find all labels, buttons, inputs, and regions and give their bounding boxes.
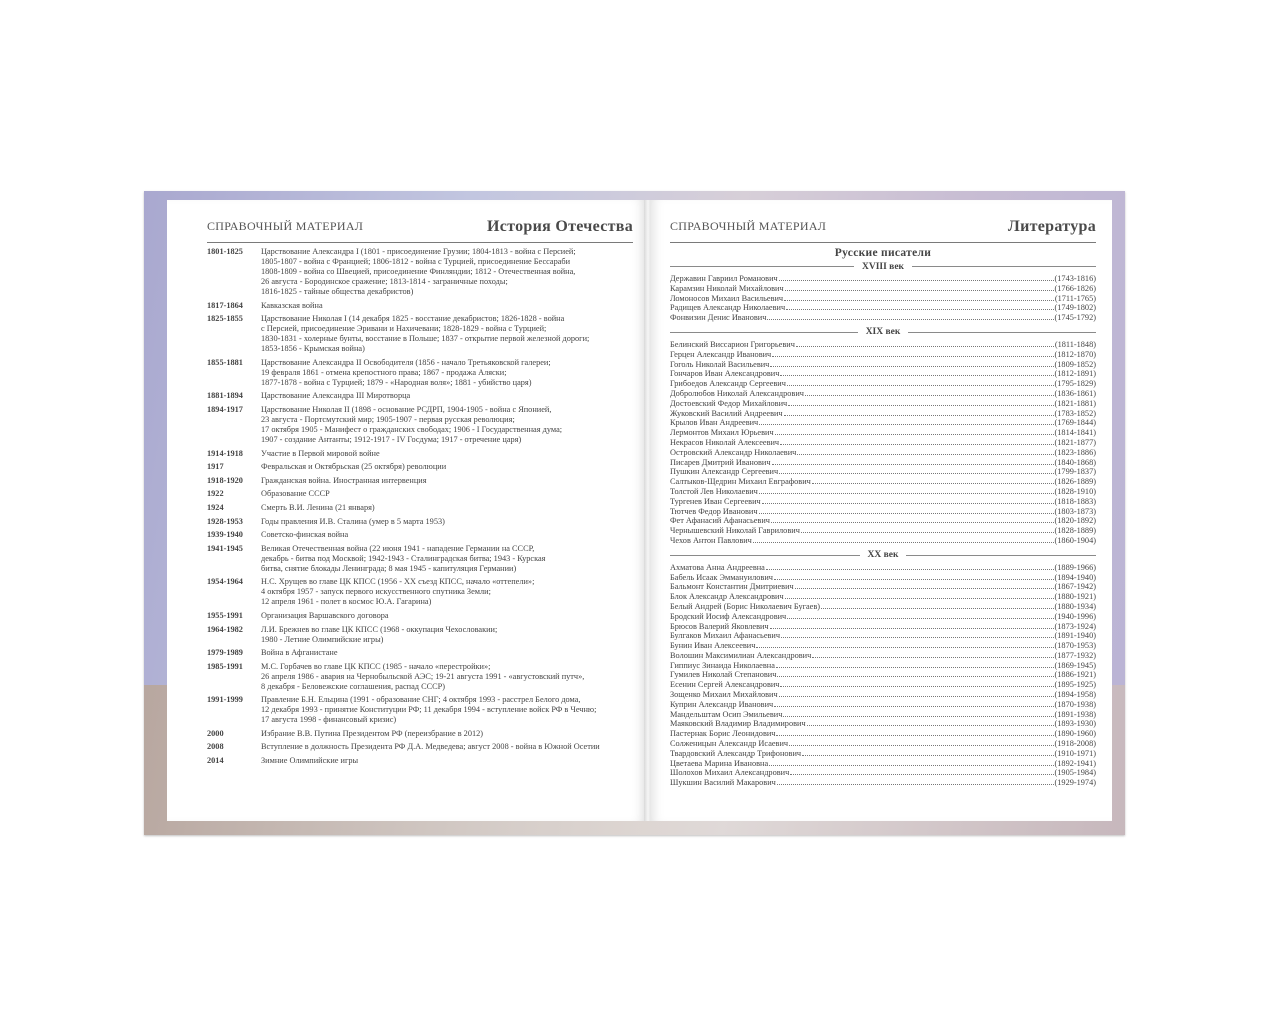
writer-years: (1910-1971) bbox=[1054, 748, 1096, 758]
timeline-entry bbox=[207, 729, 633, 739]
timeline-year: 1917 bbox=[207, 462, 224, 472]
dot-leader bbox=[785, 598, 1054, 599]
century-heading bbox=[670, 327, 1096, 338]
writer-years: (1821-1877) bbox=[1054, 437, 1096, 447]
dot-leader bbox=[776, 735, 1053, 736]
writer-row bbox=[670, 516, 1096, 526]
writer-row bbox=[670, 768, 1096, 778]
writer-name: Шолохов Михаил Александрович bbox=[670, 768, 790, 778]
timeline-text: Избрание В.В. Путина Президентом РФ (переизбрание в 2012) bbox=[261, 728, 484, 738]
writer-name: Волошин Максимилиан Александрович bbox=[670, 650, 812, 660]
heading-rule bbox=[908, 332, 1096, 333]
century-heading bbox=[670, 261, 1096, 272]
writer-name: Салтыков-Щедрин Михаил Евграфович bbox=[670, 477, 811, 487]
dot-leader bbox=[795, 588, 1054, 589]
writer-years: (1840-1868) bbox=[1054, 457, 1096, 467]
writer-years: (1894-1940) bbox=[1054, 572, 1096, 582]
writer-name: Писарев Дмитрий Иванович bbox=[670, 457, 771, 467]
writer-years: (1893-1930) bbox=[1054, 719, 1096, 729]
timeline-year: 1979-1989 bbox=[207, 648, 243, 658]
writer-name: Белый Андрей (Борис Николаевич Бугаев) bbox=[670, 601, 821, 611]
writer-row bbox=[670, 313, 1096, 323]
timeline-year: 1922 bbox=[207, 489, 224, 499]
writer-name: Фонвизин Денис Иванович bbox=[670, 313, 767, 323]
timeline-text: Правление Б.Н. Ельцина (1991 - образование СНГ; 4 октября 1993 - расстрел Белого дома, 12 декабря 1993 - принятие Конституции РФ; 11 декабря 1994 - вступление войск РФ в Чечню; 17 августа 1998 - финансовый кризис) bbox=[261, 695, 597, 725]
timeline-entry bbox=[207, 625, 633, 645]
writer-name: Чехов Антон Павлович bbox=[670, 535, 752, 545]
writer-name: Фет Афанасий Афанасьевич bbox=[670, 516, 770, 526]
writer-row bbox=[670, 399, 1096, 409]
writer-years: (1860-1904) bbox=[1054, 535, 1096, 545]
timeline-entry bbox=[207, 247, 633, 297]
dot-leader bbox=[788, 405, 1053, 406]
timeline-year: 1924 bbox=[207, 502, 224, 512]
century-heading bbox=[670, 550, 1096, 561]
writer-row bbox=[670, 274, 1096, 284]
timeline-entry bbox=[207, 662, 633, 692]
writer-row bbox=[670, 409, 1096, 419]
dot-leader bbox=[783, 716, 1053, 717]
timeline-entry bbox=[207, 503, 633, 513]
dot-leader bbox=[777, 676, 1053, 677]
writer-years: (1820-1892) bbox=[1054, 516, 1096, 526]
writers-list bbox=[670, 246, 1096, 788]
writer-row bbox=[670, 389, 1096, 399]
writer-row bbox=[670, 294, 1096, 304]
writer-row bbox=[670, 350, 1096, 360]
writer-row bbox=[670, 418, 1096, 428]
writer-row bbox=[670, 710, 1096, 720]
timeline-text: Война в Афганистане bbox=[261, 648, 338, 658]
timeline-text: Царствование Александра I (1801 - присоединение Грузии; 1804-1813 - война с Персией; 1805-1807 - война с Францией; 1806-1812 - война с Турцией, присоединение Бессараби 1808-1809 - война со Швецией, присоединение Финляндии; 1812 - Отечественная война, 26 августа - Бородинское сражение; 1813-1814 - заграничные походы; 1816-1825 - тайные общества декабристов) bbox=[261, 247, 576, 296]
timeline-year: 1939-1940 bbox=[207, 530, 243, 540]
history-timeline bbox=[207, 247, 633, 770]
right-page bbox=[650, 200, 1112, 821]
writer-years: (1870-1953) bbox=[1054, 641, 1096, 651]
writer-name: Зощенко Михаил Михайлович bbox=[670, 690, 778, 700]
dot-leader bbox=[780, 686, 1053, 687]
writer-name: Гиппиус Зинаида Николаевна bbox=[670, 660, 775, 670]
dot-leader bbox=[762, 503, 1054, 504]
writer-years: (1880-1934) bbox=[1054, 601, 1096, 611]
timeline-text: М.С. Горбачев во главе ЦК КПСС (1985 - начало «перестройки»; 26 апреля 1986 - авария на Чернобыльской АЭС; 19-21 августа 1991 - «августовский путч», 8 декабря - Беловежские соглашения, распад СССР) bbox=[261, 661, 585, 691]
timeline-year: 1894-1917 bbox=[207, 404, 243, 414]
dot-leader bbox=[756, 647, 1053, 648]
writer-row bbox=[670, 778, 1096, 788]
writer-row bbox=[670, 526, 1096, 536]
dot-leader bbox=[769, 765, 1053, 766]
century-label: XIX век bbox=[865, 327, 901, 338]
writer-name: Крылов Иван Андреевич bbox=[670, 418, 759, 428]
timeline-entry bbox=[207, 611, 633, 621]
timeline-year: 1964-1982 bbox=[207, 624, 243, 634]
writer-row bbox=[670, 651, 1096, 661]
left-page bbox=[167, 200, 646, 821]
dot-leader bbox=[767, 319, 1053, 320]
timeline-year: 1955-1991 bbox=[207, 610, 243, 620]
writer-name: Некрасов Николай Алексеевич bbox=[670, 437, 780, 447]
writer-row bbox=[670, 690, 1096, 700]
timeline-text: Организация Варшавского договора bbox=[261, 610, 389, 620]
timeline-entry bbox=[207, 742, 633, 752]
writer-years: (1940-1996) bbox=[1054, 611, 1096, 621]
writer-years: (1892-1941) bbox=[1054, 758, 1096, 768]
dot-leader bbox=[766, 569, 1054, 570]
dot-leader bbox=[812, 483, 1054, 484]
writer-years: (1890-1960) bbox=[1054, 729, 1096, 739]
dot-leader bbox=[786, 309, 1053, 310]
timeline-text: Великая Отечественная война (22 июня 1941 - нападение Германии на СССР, декабрь - битва под Москвой; 1942-1943 - Сталинградская битва; 1943 - Курская битва, снятие блокады Ленинграда; 8 мая 1945 - капитуляция Германии) bbox=[261, 543, 546, 573]
writer-row bbox=[670, 622, 1096, 632]
writer-row bbox=[670, 749, 1096, 759]
timeline-year: 1817-1864 bbox=[207, 300, 243, 310]
timeline-entry bbox=[207, 517, 633, 527]
timeline-text: Царствование Александра III Миротворца bbox=[261, 391, 411, 401]
writer-years: (1867-1942) bbox=[1054, 582, 1096, 592]
writer-row bbox=[670, 680, 1096, 690]
writer-row bbox=[670, 759, 1096, 769]
dot-leader bbox=[776, 667, 1054, 668]
writer-years: (1869-1945) bbox=[1054, 660, 1096, 670]
writer-years: (1880-1921) bbox=[1054, 592, 1096, 602]
writer-years: (1743-1816) bbox=[1054, 274, 1096, 283]
timeline-text: Н.С. Хрущев во главе ЦК КПСС (1956 - XX съезд КПСС, начало «оттепели»; 4 октября 1957 - запуск первого искусственного спутника Земли; 12 апреля 1961 - полет в космос Ю.А. Гагарина) bbox=[261, 577, 535, 607]
writer-name: Пастернак Борис Леонидович bbox=[670, 729, 776, 739]
writer-name: Солженицын Александр Исаевич bbox=[670, 739, 789, 749]
right-header-rule bbox=[670, 242, 1096, 243]
writer-row bbox=[670, 536, 1096, 546]
timeline-year: 2008 bbox=[207, 742, 224, 752]
timeline-text: Л.И. Брежнев во главе ЦК КПСС (1968 - оккупация Чехословакии; 1980 - Летние Олимпийские игры) bbox=[261, 624, 498, 644]
writer-years: (1836-1861) bbox=[1054, 388, 1096, 398]
dot-leader bbox=[759, 513, 1054, 514]
writer-name: Маяковский Владимир Владимирович bbox=[670, 719, 806, 729]
dot-leader bbox=[805, 395, 1054, 396]
writer-row bbox=[670, 360, 1096, 370]
writer-years: (1891-1938) bbox=[1054, 709, 1096, 719]
writer-years: (1886-1921) bbox=[1054, 670, 1096, 680]
timeline-entry bbox=[207, 391, 633, 401]
dot-leader bbox=[812, 657, 1053, 658]
writer-row bbox=[670, 369, 1096, 379]
timeline-year: 2000 bbox=[207, 728, 224, 738]
timeline-entry bbox=[207, 476, 633, 486]
writer-row bbox=[670, 739, 1096, 749]
writer-name: Островский Александр Николаевич bbox=[670, 447, 797, 457]
writer-years: (1918-2008) bbox=[1054, 739, 1096, 749]
right-page-header bbox=[670, 217, 1096, 237]
left-header-rule bbox=[207, 242, 633, 243]
writers-list-title: Русские писатели bbox=[834, 247, 932, 259]
timeline-entry bbox=[207, 756, 633, 766]
writer-years: (1821-1881) bbox=[1054, 398, 1096, 408]
writer-row bbox=[670, 612, 1096, 622]
writer-name: Толстой Лев Николаевич bbox=[670, 486, 758, 496]
timeline-year: 1914-1918 bbox=[207, 448, 243, 458]
writer-years: (1812-1870) bbox=[1054, 349, 1096, 359]
writer-years: (1905-1984) bbox=[1054, 768, 1096, 778]
writer-row bbox=[670, 507, 1096, 517]
writer-name: Чернышевский Николай Гаврилович bbox=[670, 526, 800, 536]
writer-row bbox=[670, 497, 1096, 507]
writer-years: (1809-1852) bbox=[1054, 359, 1096, 369]
writer-years: (1873-1924) bbox=[1054, 621, 1096, 631]
writer-name: Есенин Сергей Александрович bbox=[670, 680, 780, 690]
dot-leader bbox=[802, 755, 1053, 756]
timeline-text: Зимние Олимпийские игры bbox=[261, 756, 359, 766]
dot-leader bbox=[796, 346, 1054, 347]
timeline-text: Смерть В.И. Ленина (21 января) bbox=[261, 502, 375, 512]
timeline-year: 1928-1953 bbox=[207, 516, 243, 526]
timeline-text: Царствование Николая II (1898 - основание РСДРП, 1904-1905 - война с Японией, 23 августа - Портсмутский мир; 1905-1907 - первая русская революция; 17 октября 1905 - Манифест о гражданских свободах; 1906 - I Государственная дума; 1907 - создание Антанты; 1912-1917 - IV Госдума; 1917 - отречение царя) bbox=[261, 404, 563, 444]
timeline-entry bbox=[207, 695, 633, 725]
writer-row bbox=[670, 448, 1096, 458]
writer-years: (1769-1844) bbox=[1054, 418, 1096, 428]
dot-leader bbox=[770, 366, 1053, 367]
writer-name: Бабель Исаак Эммануилович bbox=[670, 572, 773, 582]
dot-leader bbox=[777, 784, 1054, 785]
century-label: XX век bbox=[867, 550, 899, 561]
dot-leader bbox=[772, 464, 1054, 465]
writer-name: Ахматова Анна Андреевна bbox=[670, 562, 765, 572]
timeline-text: Февральская и Октябрьская (25 октября) революции bbox=[261, 462, 447, 472]
writer-name: Блок Александр Александрович bbox=[670, 592, 784, 602]
dot-leader bbox=[779, 280, 1054, 281]
writer-name: Твардовский Александр Трифонович bbox=[670, 748, 802, 758]
writer-years: (1895-1925) bbox=[1054, 680, 1096, 690]
timeline-text: Годы правления И.В. Сталина (умер в 5 марта 1953) bbox=[261, 516, 445, 526]
dot-leader bbox=[790, 774, 1053, 775]
timeline-entry bbox=[207, 449, 633, 459]
writer-name: Тютчев Федор Иванович bbox=[670, 506, 758, 516]
writer-name: Гончаров Иван Александрович bbox=[670, 369, 780, 379]
writer-years: (1889-1966) bbox=[1054, 562, 1096, 572]
writer-years: (1870-1938) bbox=[1054, 699, 1096, 709]
dot-leader bbox=[781, 637, 1053, 638]
writer-years: (1894-1958) bbox=[1054, 690, 1096, 700]
writer-name: Герцен Александр Иванович bbox=[670, 349, 772, 359]
timeline-entry bbox=[207, 648, 633, 658]
dot-leader bbox=[774, 579, 1054, 580]
writer-name: Бальмонт Константин Дмитриевич bbox=[670, 582, 794, 592]
writer-years: (1711-1765) bbox=[1054, 293, 1096, 303]
writer-name: Куприн Александр Иванович bbox=[670, 699, 774, 709]
dot-leader bbox=[821, 608, 1053, 609]
timeline-text: Советско-финская война bbox=[261, 530, 349, 540]
dot-leader bbox=[789, 745, 1053, 746]
timeline-entry bbox=[207, 489, 633, 499]
writer-row bbox=[670, 700, 1096, 710]
timeline-text: Кавказская война bbox=[261, 300, 323, 310]
writer-row bbox=[670, 670, 1096, 680]
writer-row bbox=[670, 467, 1096, 477]
writer-years: (1929-1974) bbox=[1054, 778, 1096, 788]
writer-row bbox=[670, 582, 1096, 592]
writer-row bbox=[670, 573, 1096, 583]
writer-name: Шукшин Василий Макарович bbox=[670, 778, 776, 788]
writer-years: (1811-1848) bbox=[1054, 339, 1096, 349]
timeline-year: 1985-1991 bbox=[207, 661, 243, 671]
writer-row bbox=[670, 340, 1096, 350]
writer-name: Бродский Иосиф Александрович bbox=[670, 611, 787, 621]
writer-name: Достоевский Федор Михайлович bbox=[670, 398, 788, 408]
heading-rule bbox=[670, 332, 858, 333]
writer-name: Радищев Александр Николаевич bbox=[670, 303, 786, 313]
writer-years: (1799-1837) bbox=[1054, 467, 1096, 477]
writer-name: Булгаков Михаил Афанасьевич bbox=[670, 631, 781, 641]
timeline-year: 1954-1964 bbox=[207, 577, 243, 587]
timeline-year: 1801-1825 bbox=[207, 247, 243, 256]
writer-years: (1828-1910) bbox=[1054, 486, 1096, 496]
writer-row bbox=[670, 729, 1096, 739]
writer-row bbox=[670, 379, 1096, 389]
writer-name: Пушкин Александр Сергеевич bbox=[670, 467, 779, 477]
writer-row bbox=[670, 719, 1096, 729]
timeline-entry bbox=[207, 530, 633, 540]
writer-years: (1795-1829) bbox=[1054, 379, 1096, 389]
timeline-text: Гражданская война. Иностранная интервенция bbox=[261, 475, 427, 485]
dot-leader bbox=[772, 356, 1053, 357]
timeline-entry bbox=[207, 358, 633, 388]
timeline-year: 1855-1881 bbox=[207, 357, 243, 367]
writer-name: Цветаева Марина Ивановна bbox=[670, 758, 769, 768]
writer-row bbox=[670, 438, 1096, 448]
heading-rule bbox=[906, 555, 1096, 556]
writer-years: (1877-1932) bbox=[1054, 650, 1096, 660]
writer-years: (1749-1802) bbox=[1054, 303, 1096, 313]
dot-leader bbox=[780, 444, 1053, 445]
writer-row bbox=[670, 303, 1096, 313]
writer-years: (1818-1883) bbox=[1054, 496, 1096, 506]
writer-row bbox=[670, 284, 1096, 294]
dot-leader bbox=[770, 628, 1054, 629]
writer-name: Карамзин Николай Михайлович bbox=[670, 283, 784, 293]
writer-row bbox=[670, 487, 1096, 497]
timeline-year: 1991-1999 bbox=[207, 695, 243, 705]
dot-leader bbox=[775, 434, 1054, 435]
dot-leader bbox=[801, 532, 1054, 533]
writer-years: (1766-1826) bbox=[1054, 283, 1096, 293]
timeline-year: 1881-1894 bbox=[207, 391, 243, 401]
dot-leader bbox=[771, 522, 1054, 523]
writer-years: (1826-1889) bbox=[1054, 477, 1096, 487]
timeline-entry bbox=[207, 462, 633, 472]
writer-years: (1812-1891) bbox=[1054, 369, 1096, 379]
century-label: XVIII век bbox=[862, 261, 905, 272]
writer-name: Державин Гавриил Романович bbox=[670, 274, 778, 283]
timeline-text: Царствование Николая I (14 декабря 1825 - восстание декабристов; 1826-1828 - война с Персией, присоединение Эривани и Нахичевани; 1828-1829 - война с Турцией; 1830-1831 - холерные бунты, восстание в Польше; 1837 - открытие первой железной дороги; 1853-1856 - Крымская война) bbox=[261, 314, 590, 354]
dot-leader bbox=[780, 375, 1053, 376]
writer-years: (1745-1792) bbox=[1054, 313, 1096, 323]
timeline-text: Участие в Первой мировой войне bbox=[261, 448, 380, 458]
writer-years: (1783-1852) bbox=[1054, 408, 1096, 418]
writer-years: (1823-1886) bbox=[1054, 447, 1096, 457]
writer-row bbox=[670, 477, 1096, 487]
dot-leader bbox=[759, 424, 1053, 425]
writer-name: Тургенев Иван Сергеевич bbox=[670, 496, 761, 506]
writer-years: (1814-1841) bbox=[1054, 428, 1096, 438]
timeline-year: 2014 bbox=[207, 756, 224, 766]
heading-rule bbox=[670, 266, 854, 267]
writer-name: Гумилев Николай Степанович bbox=[670, 670, 777, 680]
timeline-entry bbox=[207, 314, 633, 354]
writer-name: Грибоедов Александр Сергеевич bbox=[670, 379, 786, 389]
dot-leader bbox=[774, 706, 1053, 707]
dot-leader bbox=[779, 696, 1054, 697]
writer-row bbox=[670, 428, 1096, 438]
dot-leader bbox=[807, 725, 1054, 726]
writer-years: (1803-1873) bbox=[1054, 506, 1096, 516]
dot-leader bbox=[787, 618, 1053, 619]
dot-leader bbox=[785, 290, 1054, 291]
right-section-label: СПРАВОЧНЫЙ МАТЕРИАЛ bbox=[670, 219, 827, 233]
writer-row bbox=[670, 458, 1096, 468]
left-page-header bbox=[207, 217, 633, 237]
timeline-year: 1941-1945 bbox=[207, 543, 243, 553]
dot-leader bbox=[784, 300, 1054, 301]
writer-name: Гоголь Николай Васильевич bbox=[670, 359, 770, 369]
writer-name: Лермонтов Михаил Юрьевич bbox=[670, 428, 774, 438]
right-page-title: Литература bbox=[1007, 218, 1096, 235]
timeline-entry bbox=[207, 405, 633, 445]
writer-row bbox=[670, 661, 1096, 671]
dot-leader bbox=[759, 493, 1054, 494]
writer-row bbox=[670, 602, 1096, 612]
writer-row bbox=[670, 631, 1096, 641]
left-section-label: СПРАВОЧНЫЙ МАТЕРИАЛ bbox=[207, 219, 364, 233]
heading-rule bbox=[670, 555, 860, 556]
dot-leader bbox=[779, 473, 1053, 474]
writer-name: Ломоносов Михаил Васильевич bbox=[670, 293, 784, 303]
heading-rule bbox=[912, 266, 1096, 267]
writer-name: Добролюбов Николай Александрович bbox=[670, 388, 804, 398]
writer-name: Белинский Виссарион Григорьевич bbox=[670, 339, 795, 349]
writer-name: Бунин Иван Алексеевич bbox=[670, 641, 756, 651]
writer-name: Мандельштам Осип Эмильевич bbox=[670, 709, 783, 719]
dot-leader bbox=[753, 542, 1054, 543]
dot-leader bbox=[797, 454, 1053, 455]
dot-leader bbox=[784, 415, 1054, 416]
dot-leader bbox=[787, 385, 1054, 386]
writer-name: Брюсов Валерий Яковлевич bbox=[670, 621, 769, 631]
timeline-text: Образование СССР bbox=[261, 489, 330, 499]
left-page-title: История Отечества bbox=[487, 218, 633, 235]
timeline-text: Вступление в должность Президента РФ Д.А. Медведева; август 2008 - война в Южной Осетии bbox=[261, 742, 600, 752]
timeline-entry bbox=[207, 301, 633, 311]
writer-row bbox=[670, 592, 1096, 602]
timeline-year: 1918-1920 bbox=[207, 475, 243, 485]
writer-years: (1828-1889) bbox=[1054, 526, 1096, 536]
timeline-text: Царствование Александра II Освободителя (1856 - начало Третьяковской галереи; 19 февраля 1861 - отмена крепостного права; 1867 - продажа Аляски; 1877-1878 - война с Турцией; 1879 - «Народная воля»; 1881 - убийство царя) bbox=[261, 357, 551, 387]
writer-row bbox=[670, 641, 1096, 651]
timeline-entry bbox=[207, 577, 633, 607]
timeline-entry bbox=[207, 544, 633, 574]
writer-years: (1891-1940) bbox=[1054, 631, 1096, 641]
timeline-year: 1825-1855 bbox=[207, 314, 243, 324]
writer-row bbox=[670, 563, 1096, 573]
writer-name: Жуковский Василий Андреевич bbox=[670, 408, 783, 418]
